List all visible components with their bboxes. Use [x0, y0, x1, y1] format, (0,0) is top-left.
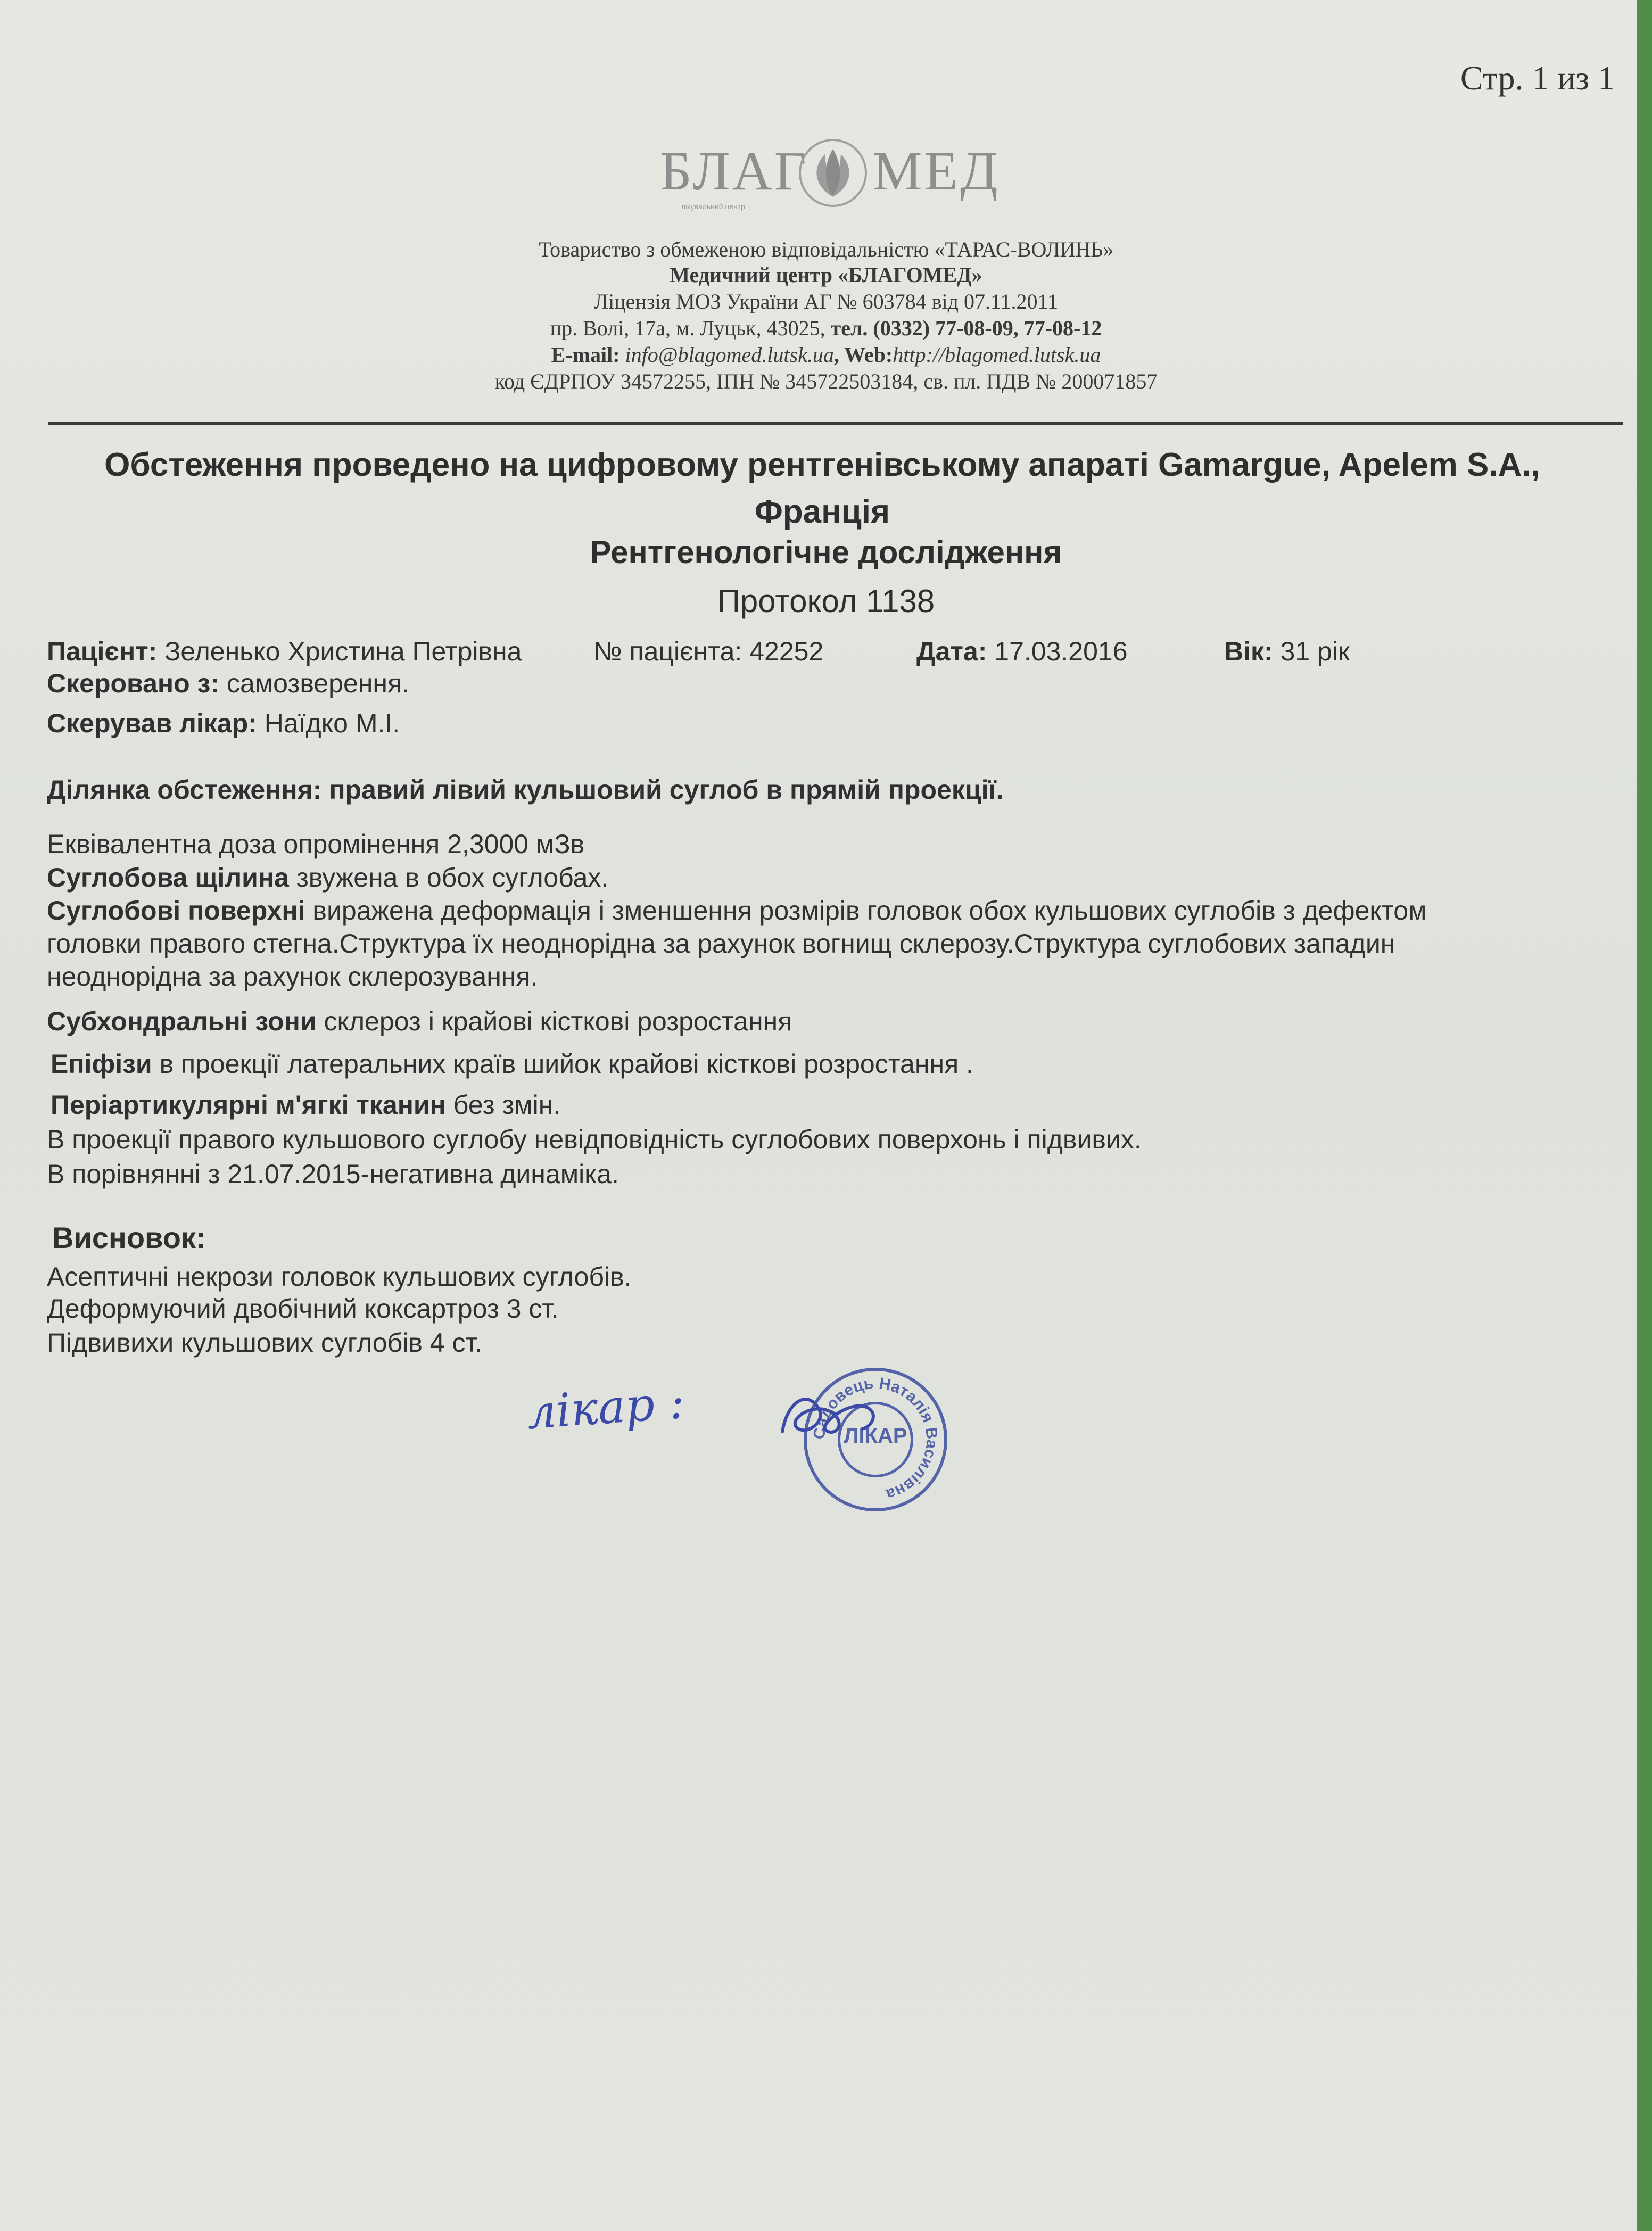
- periarticular-label: Періартикулярні м'ягкі тканин: [51, 1090, 446, 1120]
- header-address: пр. Волі, 17а, м. Луцьк, 43025,: [550, 316, 831, 340]
- subchondral-label: Субхондральні зони: [47, 1006, 317, 1036]
- epiphyses-text: в проекції латеральних країв шийок крайові кісткові розростання .: [159, 1049, 973, 1079]
- header-registration: код ЄДРПОУ 34572255, ІПН № 345722503184, св. пл. ПДВ № 200071857: [494, 369, 1158, 393]
- surfaces-label: Суглобові поверхні: [47, 896, 305, 926]
- exam-date: 17.03.2016: [994, 637, 1128, 666]
- patient-number-label: № пацієнта:: [593, 637, 742, 666]
- logo-right-text: МЕД: [873, 141, 1000, 202]
- equipment-title-line2: Франція: [754, 493, 890, 530]
- header-address-line: [0, 316, 1652, 341]
- patient-number: 42252: [749, 637, 824, 666]
- header-web-label: , Web:: [833, 343, 893, 367]
- exam-area-value: правий лівий кульшовий суглоб в прямій проекції.: [329, 775, 1004, 805]
- referred-from-label: Скеровано з:: [47, 668, 220, 698]
- leaf-emblem-icon: [793, 133, 873, 213]
- header-center-name: Медичний центр «БЛАГОМЕД»: [670, 263, 982, 287]
- epiphyses-row: [51, 1047, 973, 1080]
- equipment-title-line1: Обстеження проведено на цифровому рентгенівському апараті Gamargue, Apelem S.A.,: [104, 447, 1540, 483]
- protocol-number: Протокол 1138: [717, 583, 935, 619]
- joint-space-label: Суглобова щілина: [47, 863, 289, 893]
- stamp-center-text: ЛІКАР: [844, 1424, 907, 1448]
- patient-label: Пацієнт:: [47, 637, 158, 666]
- referring-doctor-label: Скерував лікар:: [47, 708, 257, 738]
- exam-area-row: [47, 774, 1003, 805]
- header-divider: [48, 422, 1623, 425]
- header-phone: тел. (0332) 77-08-09, 77-08-12: [830, 316, 1102, 340]
- header-company: Товариство з обмеженою відповідальністю «ТАРАС-ВОЛИНЬ»: [538, 237, 1114, 261]
- periarticular-row: [51, 1088, 560, 1121]
- study-title: Рентгенологічне дослідження: [590, 534, 1062, 570]
- patient-age: 31 рік: [1280, 637, 1350, 666]
- stamp-ring-label: Садовець Наталія Василівна: [810, 1374, 941, 1503]
- referring-doctor-row: [47, 708, 400, 739]
- logo-subtitle: лікувальний центр: [681, 202, 745, 211]
- header-email-label: E-mail:: [551, 343, 625, 367]
- page-number: Стр. 1 из 1: [1460, 59, 1615, 97]
- surfaces-text-2: головки правого стегна.Структура їх неоднорідна за рахунок вогнищ склерозу.Структура суглобових западин: [47, 929, 1395, 958]
- clinic-logo: [660, 133, 1001, 224]
- exam-area-label: Ділянка обстеження:: [47, 775, 322, 805]
- patient-number-row: [593, 636, 823, 667]
- patient-row: [47, 636, 522, 667]
- conclusion-label: Висновок:: [52, 1221, 206, 1254]
- equipment-title: [43, 442, 1602, 535]
- doctor-stamp: [804, 1368, 947, 1511]
- surfaces-text-1: виражена деформація і зменшення розмірів головок обох кульшових суглобів з дефектом: [312, 896, 1427, 926]
- subchondral-row: [47, 1005, 792, 1038]
- header-web[interactable]: http://blagomed.lutsk.ua: [893, 343, 1101, 367]
- referring-doctor: Наїдко М.І.: [264, 708, 400, 738]
- subchondral-text: склероз і крайові кісткові розростання: [324, 1006, 792, 1036]
- age-label: Вік:: [1224, 637, 1273, 666]
- header-license: Ліцензія МОЗ України АГ № 603784 від 07.11.2011: [593, 290, 1059, 313]
- header-contacts-line: [0, 342, 1652, 368]
- logo-left-text: БЛАГ: [660, 141, 808, 202]
- periarticular-text: без змін.: [453, 1090, 561, 1120]
- date-label: Дата:: [916, 637, 987, 666]
- referred-from-row: [47, 668, 409, 699]
- surfaces-row: [47, 894, 1426, 927]
- joint-space-row: [47, 861, 608, 894]
- epiphyses-label: Епіфізи: [51, 1049, 152, 1079]
- handwritten-doctor-label: лікар :: [525, 1375, 687, 1440]
- finding-note-2: В порівнянні з 21.07.2015-негативна динаміка.: [47, 1159, 619, 1189]
- joint-space-text: звужена в обох суглобах.: [296, 863, 609, 893]
- age-row: [1224, 636, 1350, 667]
- surfaces-text-3: неоднорідна за рахунок склерозування.: [47, 962, 538, 991]
- conclusion-item: Підвивихи кульшових суглобів 4 ст.: [47, 1328, 482, 1358]
- conclusion-item: Деформуючий двобічний коксартроз 3 ст.: [47, 1294, 559, 1324]
- header-email[interactable]: info@blagomed.lutsk.ua: [625, 343, 834, 367]
- radiation-dose: Еквівалентна доза опромінення 2,3000 мЗв: [47, 829, 585, 859]
- finding-note-1: В проекції правого кульшового суглобу невідповідність суглобових поверхонь і підвивих.: [47, 1125, 1142, 1154]
- patient-name: Зеленько Христина Петрівна: [164, 637, 522, 666]
- date-row: [916, 636, 1128, 667]
- conclusion-item: Асептичні некрози головок кульшових суглобів.: [47, 1262, 632, 1292]
- referred-from: самозверення.: [226, 668, 409, 698]
